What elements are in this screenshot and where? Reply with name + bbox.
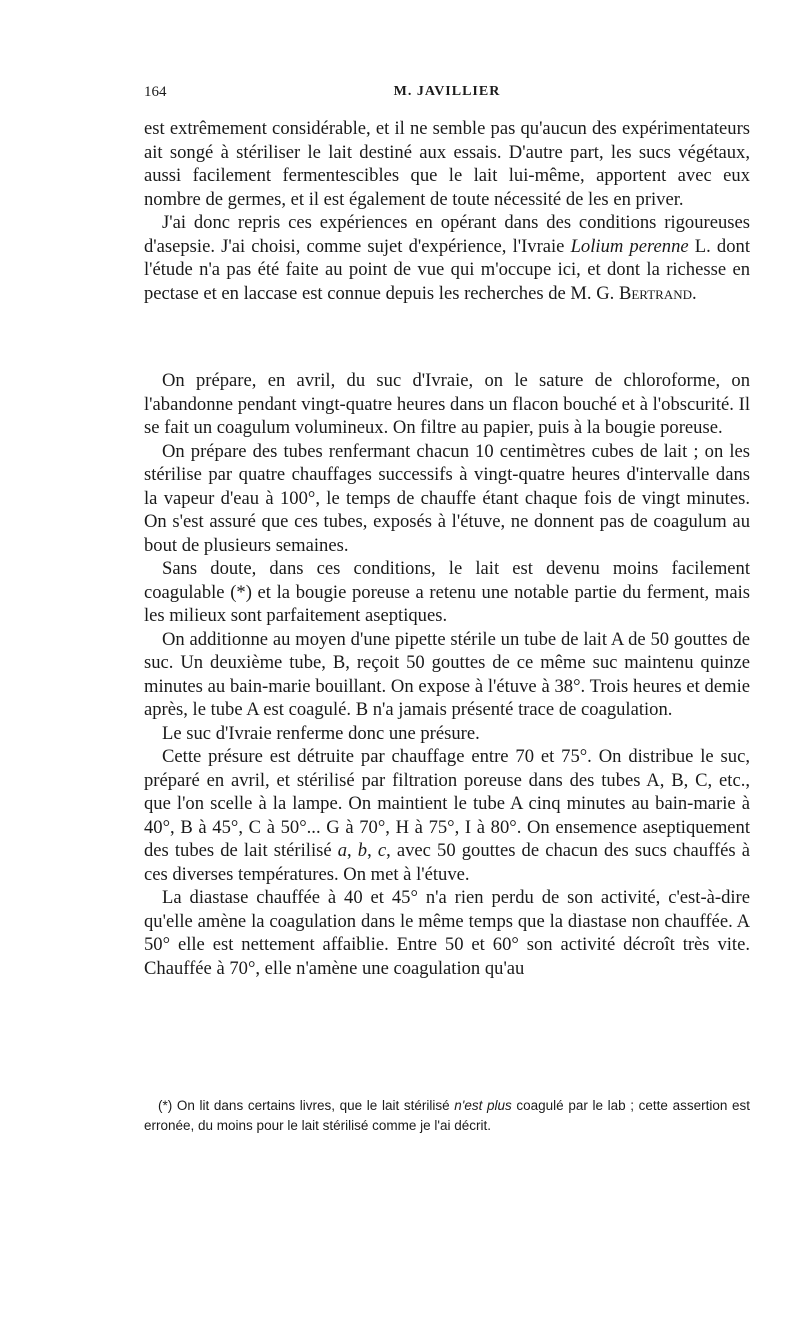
paragraph-2-text-c: . (691, 282, 697, 304)
paragraph-8-sep-2: , (367, 840, 378, 861)
paragraph-8 (144, 745, 750, 886)
paragraph-4: On prépare des tubes renfermant chacun 10 centimètres cubes de lait ; on les stérilise par quatre chauffages successifs à vingt-quatre heures d'intervalle dans la vapeur d'eau à 100°, le temps de chauffe étant chaque fois de vingt minutes. On s'est assuré que ces tubes, exposés à l'étuve, ne donnent pas de coagulum au bout de plusieurs semaines. (144, 440, 750, 556)
paragraph-8-text-a: Cette présure est détruite par chauffage entre 70 et 75°. On distribue le suc, préparé en avril, et stérilisé par filtration poreuse dans des tubes A, B, C, etc., que l'on scelle à la lampe. On maintient le tube A cinq minutes au bain-marie à 40°, B à 45°, C à 50°... G à 70°, H à 75°, I à 80°. On ensemence aseptiquement des tubes de lait stérilisé (144, 746, 750, 861)
footnote-emphasis: n'est plus (454, 1098, 512, 1113)
paragraph-2-text-b: L. dont l'étude n'a pas été faite au point de vue qui m'occupe ici, et dont la richesse en pectase et en laccase est connue depuis les recherches de M. G. (144, 235, 750, 304)
text-block-intro (144, 117, 750, 305)
page-number: 164 (144, 84, 167, 100)
paragraph-2 (144, 211, 750, 305)
footnote-text-b: coagulé par le lab ; cette assertion est erronée, du moins pour le lait stérilisé comme je l'ai décrit. (144, 1098, 750, 1133)
tube-label-c: c (377, 840, 387, 861)
paragraph-8-text-b: , avec 50 gouttes de chacun des sucs chauffés à ces diverses températures. On met à l'étuve. (144, 840, 750, 885)
paragraph-7: Le suc d'Ivraie renferme donc une présure. (162, 722, 480, 744)
footnote (144, 1096, 750, 1136)
paragraph-6: On additionne au moyen d'une pipette stérile un tube de lait A de 50 gouttes de suc. Un deuxième tube, B, reçoit 50 gouttes de ce même suc maintenu quinze minutes au bain-marie bouillant. On expose à l'étuve à 38°. Trois heures et demie après, le tube A est coagulé. B n'a jamais présenté trace de coagulation. (144, 628, 750, 720)
paragraph-2-text-a: J'ai donc repris ces expériences en opérant dans des conditions rigoureuses d'asepsie. J'ai choisi, comme sujet d'expérience, l'Ivraie (144, 212, 750, 257)
footnote-text (144, 1096, 750, 1136)
paragraph-5: Sans doute, dans ces conditions, le lait est devenu moins facilement coagulable (*) et la bougie poreuse a retenu une notable partie du ferment, mais les milieux sont parfaitement aseptiques. (144, 558, 750, 626)
author-name: Bertrand (618, 282, 692, 304)
paragraph-1: est extrêmement considérable, et il ne semble pas qu'aucun des expérimentateurs ait songé à stériliser le lait destiné aux essais. D'autre part, les sucs végétaux, aussi facilement fermentescibles que le lait lui-même, apportent avec eux nombre de germes, et il est également de toute nécessité de les en priver. (144, 118, 750, 210)
running-head (144, 84, 750, 106)
tube-label-a: a (337, 840, 348, 861)
species-name: Lolium perenne (570, 235, 689, 257)
paragraph-9: La diastase chauffée à 40 et 45° n'a rien perdu de son activité, c'est-à-dire qu'elle amène la coagulation dans le même temps que la diastase non chauffée. A 50° elle est nettement affaiblie. Entre 50 et 60° son activité décroît très vite. Chauffée à 70°, elle n'amène une coagulation qu'au (144, 887, 750, 979)
tube-label-b: b (357, 840, 368, 861)
running-title: M. JAVILLIER (393, 84, 501, 99)
paragraph-3: On prépare, en avril, du suc d'Ivraie, on le sature de chloroforme, on l'abandonne pendant vingt-quatre heures dans un flacon bouché et à l'obscurité. Il se fait un coagulum volumineux. On filtre au papier, puis à la bougie poreuse. (144, 370, 750, 438)
text-block-experiments (144, 369, 750, 980)
paragraph-8-sep-1: , (347, 840, 358, 861)
footnote-text-a: (*) On lit dans certains livres, que le lait stérilisé (158, 1098, 455, 1113)
